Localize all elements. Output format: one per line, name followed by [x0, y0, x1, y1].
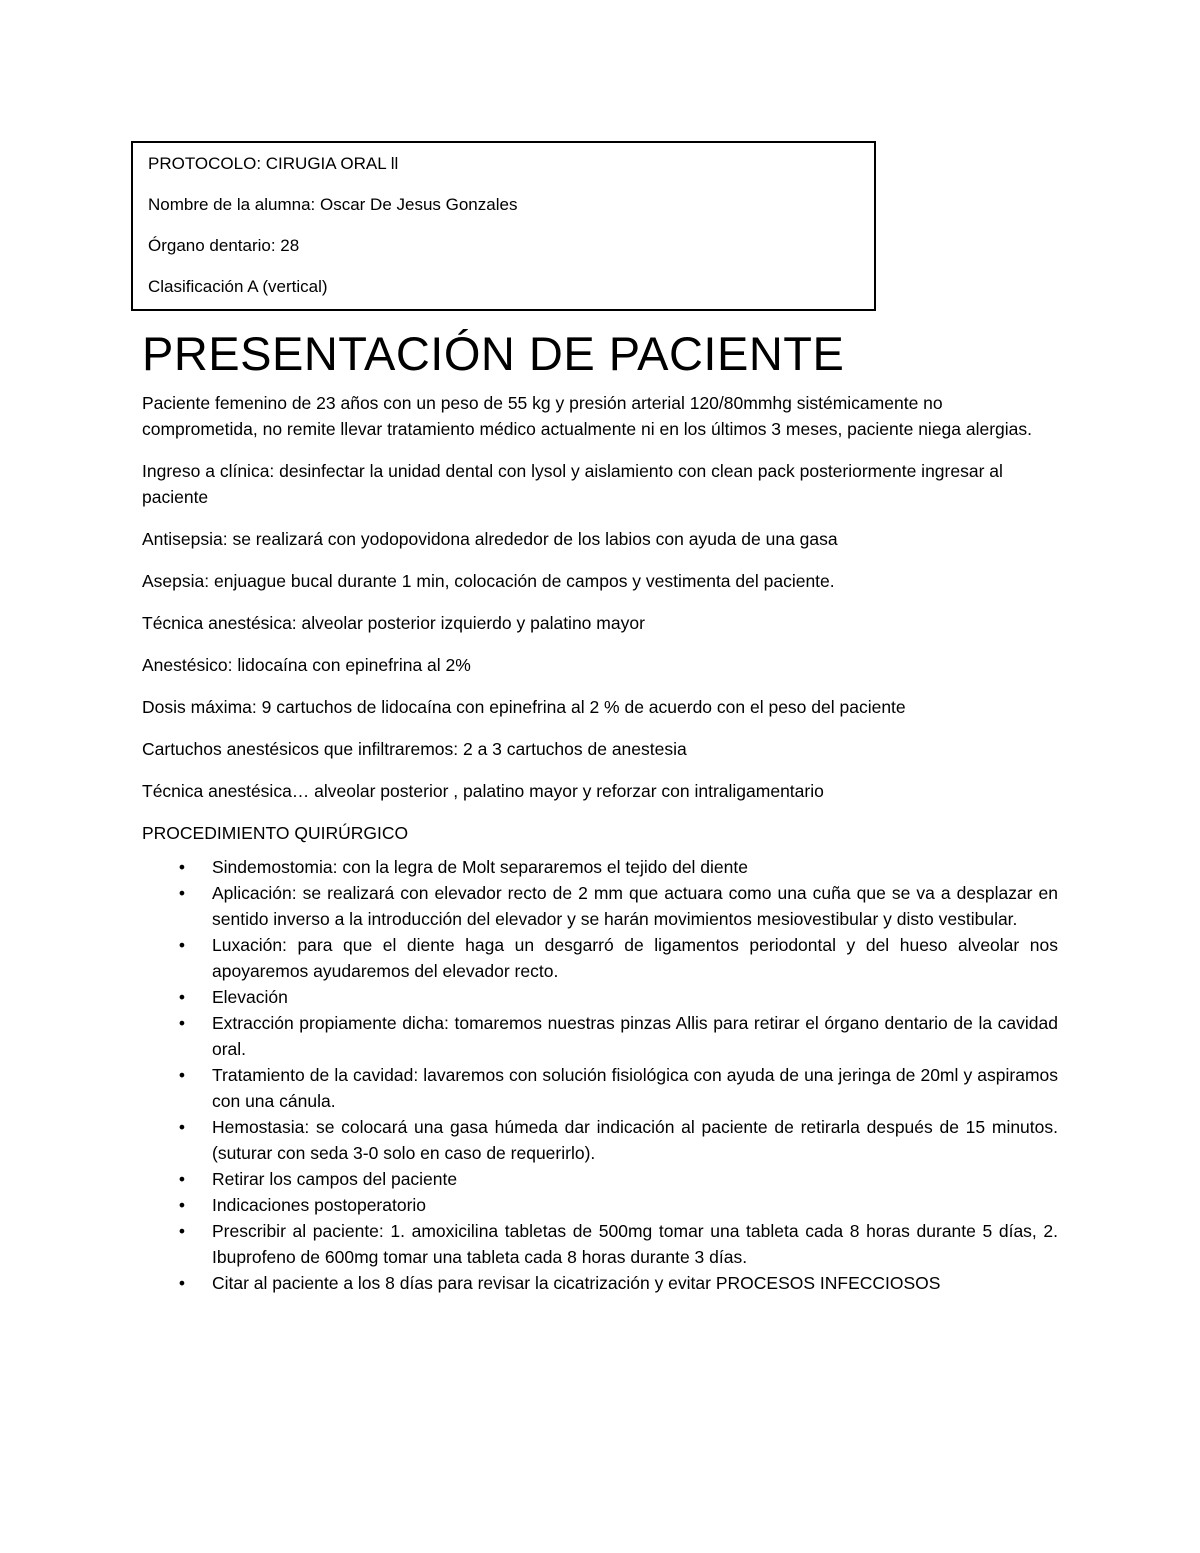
bullet-icon: •: [178, 1273, 186, 1293]
bullet-icon: •: [178, 1169, 186, 1189]
list-item-text: Elevación: [212, 987, 288, 1007]
dosis-maxima-paragraph: Dosis máxima: 9 cartuchos de lidocaína con epinefrina al 2 % de acuerdo con el peso del paciente: [142, 697, 906, 717]
list-item: [142, 1114, 1058, 1166]
list-item-text: Aplicación: se realizará con elevador recto de 2 mm que actuara como una cuña que se va a desplazar en sentido inverso a la introducción del elevador y se harán movimientos mesiovestibular y disto vestibular.: [212, 883, 1058, 929]
bullet-icon: •: [178, 1065, 186, 1085]
list-item-text: Retirar los campos del paciente: [212, 1169, 458, 1189]
antisepsia-paragraph: Antisepsia: se realizará con yodopovidona alrededor de los labios con ayuda de una gasa: [142, 529, 838, 549]
list-item: [142, 1192, 1058, 1218]
list-item: [142, 1218, 1058, 1270]
list-item-text: Hemostasia: se colocará una gasa húmeda dar indicación al paciente de retirarla después de 15 minutos. (suturar con seda 3-0 solo en caso de requerirlo).: [212, 1117, 1058, 1163]
list-item: [142, 854, 1058, 880]
list-item: [142, 880, 1058, 932]
list-item-text: Sindemostomia: con la legra de Molt separaremos el tejido del diente: [212, 857, 748, 877]
list-item-text: Prescribir al paciente: 1. amoxicilina tabletas de 500mg tomar una tableta cada 8 horas durante 5 días, 2. Ibuprofeno de 600mg tomar una tableta cada 8 horas durante 3 días.: [212, 1221, 1058, 1267]
header-info-box: [131, 141, 876, 311]
paciente-paragraph: Paciente femenino de 23 años con un peso de 55 kg y presión arterial 120/80mmhg sistémicamente no comprometida, no remite llevar tratamiento médico actualmente ni en los últimos 3 meses, paciente niega alergias.: [142, 393, 1033, 439]
ingreso-paragraph: Ingreso a clínica: desinfectar la unidad dental con lysol y aislamiento con clean pack posteriormente ingresar al paciente: [142, 461, 1003, 507]
document-body: [142, 390, 1058, 1296]
clasificacion-line: Clasificación A (vertical): [148, 277, 328, 296]
bullet-icon: •: [178, 1221, 186, 1241]
bullet-icon: •: [178, 935, 186, 955]
cartuchos-paragraph: Cartuchos anestésicos que infiltraremos: 2 a 3 cartuchos de anestesia: [142, 739, 687, 759]
bullet-icon: •: [178, 1117, 186, 1137]
procedimiento-heading: PROCEDIMIENTO QUIRÚRGICO: [142, 823, 409, 843]
list-item-text: Tratamiento de la cavidad: lavaremos con solución fisiológica con ayuda de una jeringa de 20ml y aspiramos con una cánula.: [212, 1065, 1058, 1111]
bullet-icon: •: [178, 883, 186, 903]
list-item: [142, 984, 1058, 1010]
tecnica-anestesica-paragraph: Técnica anestésica: alveolar posterior izquierdo y palatino mayor: [142, 613, 645, 633]
list-item: [142, 932, 1058, 984]
list-item: [142, 1010, 1058, 1062]
page-title: PRESENTACIÓN DE PACIENTE: [142, 327, 845, 380]
list-item: [142, 1270, 1058, 1296]
list-item-text: Luxación: para que el diente haga un desgarró de ligamentos periodontal y del hueso alveolar nos apoyaremos ayudaremos del elevador recto.: [212, 935, 1058, 981]
bullet-icon: •: [178, 1013, 186, 1033]
student-name-line: Nombre de la alumna: Oscar De Jesus Gonzales: [148, 195, 518, 214]
procedimiento-list: [142, 854, 1058, 1296]
bullet-icon: •: [178, 987, 186, 1007]
list-item-text: Citar al paciente a los 8 días para revisar la cicatrización y evitar PROCESOS INFECCIOSOS: [212, 1273, 941, 1293]
protocolo-line: PROTOCOLO: CIRUGIA ORAL ll: [148, 154, 399, 173]
list-item: [142, 1062, 1058, 1114]
asepsia-paragraph: Asepsia: enjuague bucal durante 1 min, colocación de campos y vestimenta del paciente.: [142, 571, 835, 591]
list-item: [142, 1166, 1058, 1192]
anestesico-paragraph: Anestésico: lidocaína con epinefrina al 2%: [142, 655, 471, 675]
list-item-text: Indicaciones postoperatorio: [212, 1195, 427, 1215]
organo-dentario-line: Órgano dentario: 28: [148, 236, 300, 255]
bullet-icon: •: [178, 1195, 186, 1215]
tecnica-anestesica-refuerzo-paragraph: Técnica anestésica… alveolar posterior , palatino mayor y reforzar con intraligamentario: [142, 781, 824, 801]
list-item-text: Extracción propiamente dicha: tomaremos nuestras pinzas Allis para retirar el órgano dentario de la cavidad oral.: [212, 1013, 1058, 1059]
bullet-icon: •: [178, 857, 186, 877]
